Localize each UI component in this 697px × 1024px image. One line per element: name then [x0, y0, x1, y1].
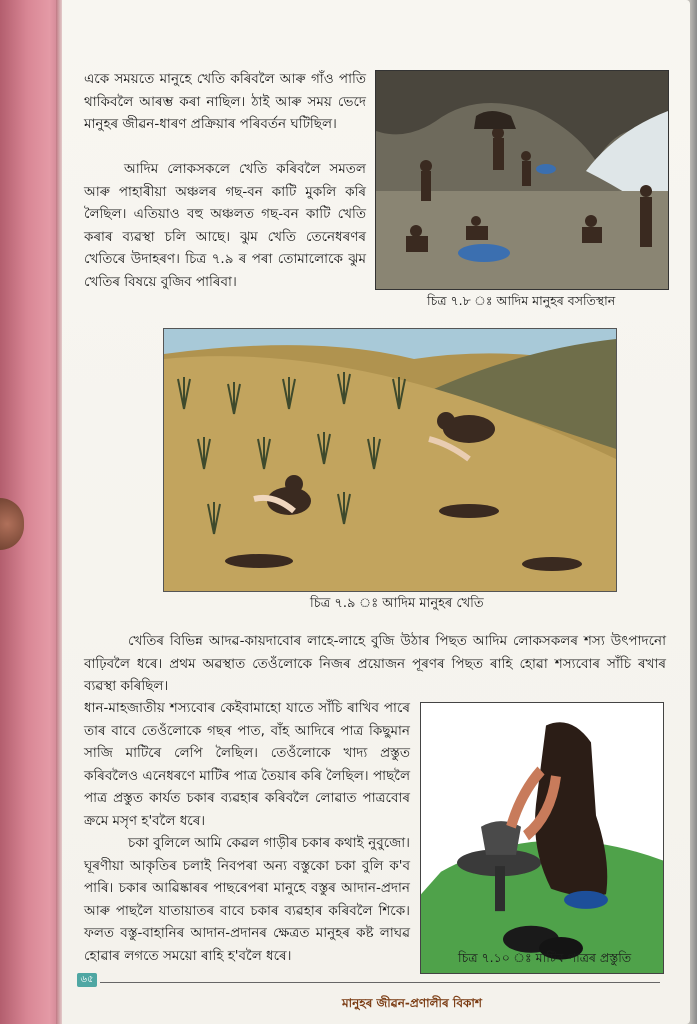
running-head: মানুহৰ জীৱন-প্ৰণালীৰ বিকাশ [342, 996, 482, 1010]
footer-rule [100, 982, 660, 983]
figure-primitive-farming [163, 328, 617, 592]
figure-primitive-settlement [375, 70, 669, 290]
storage-paragraph-continued: ধান-মাহজাতীয় শস্যবোৰ কেইবামাহো যাতে সাঁচি ৰাখিব পাৰে তাৰ বাবে তেওঁলোকে গছৰ পাত, বাঁহ আদিৰে পাত্ৰ কিছুমান সাজি মাটিৰে লেপি লৈছিল। তেওঁলোকে খাদ্য প্ৰস্তুত কৰিবলৈও এনেধৰণে মাটিৰ পাত্ৰ তৈয়াৰ কৰি লৈছিল। পাছলৈ পাত্ৰ প্ৰস্তুত কাৰ্যত চকাৰ ব্যৱহাৰ কৰিবলৈ লোৱাত পাত্ৰবোৰ ক্ৰমে মসৃণ হ'বলৈ ধৰে। [84, 700, 410, 829]
figure-pottery-making [420, 702, 664, 974]
intro-paragraph: একে সময়তে মানুহে খেতি কৰিবলৈ আৰু গাঁও পাতি থাকিবলৈ আৰম্ভ কৰা নাছিল। ঠাই আৰু সময় ভেদে মানুহৰ জীৱন-ধাৰণ প্ৰক্ৰিয়াৰ পৰিবৰ্তন ঘটিছিল। [84, 71, 366, 132]
figure-7-8-caption: চিত্ৰ ৭.৮ ঃ আদিম মানুহৰ বসতিস্থান [427, 293, 616, 308]
farming-paragraph: আদিম লোকসকলে খেতি কৰিবলৈ সমতল আৰু পাহাৰীয়া অঞ্চলৰ গছ-বন কাটি মুকলি কৰি লৈছিল। এতিয়াও বহু অঞ্চলত গছ-বন কাটি খেতি কৰাৰ ব্যৱস্থা চলি আছে। ঝুম খেতি তেনেধৰণৰ খেতিৰে উদাহৰণ। চিত্ৰ ৭.৯ ৰ পৰা তোমালোকে ঝুম খেতিৰ বিষয়ে বুজিব পাৰিবা। [84, 161, 366, 290]
wheel-paragraph: চকা বুলিলে আমি কেৱল গাড়ীৰ চকাৰ কথাই নুবুজো। ঘূৰণীয়া আকৃতিৰ চলাই নিবপৰা অন্য বস্তুকো চকা বুলি ক'ব পাৰি। চকাৰ আৱিষ্কাৰৰ পাছৰেপৰা মানুহে বস্তুৰ আদান-প্ৰদান আৰু পাছলৈ যাতায়াতৰ বাবে চকাৰ ব্যৱহাৰ কৰিবলৈ শিকে। ফলত বস্তু-বাহানিৰ আদান-প্ৰদানৰ ক্ষেত্ৰত মানুহৰ কষ্ট লাঘৱ হোৱাৰ লগতে সময়ো ৰাহি হ'বলৈ ধৰে। [84, 835, 410, 964]
figure-7-10-caption: চিত্ৰ ৭.১০ ঃ মাটিৰ পাত্ৰৰ প্ৰস্তুতি [458, 950, 632, 965]
figure-7-9-caption: চিত্ৰ ৭.৯ ঃ আদিম মানুহৰ খেতি [310, 596, 484, 611]
page-number: ৬৫ [77, 973, 97, 987]
storage-paragraph: খেতিৰ বিভিন্ন আদৱ-কায়দাবোৰ লাহে-লাহে বুজি উঠাৰ পিছত আদিম লোকসকলৰ শস্য উৎপাদনো বাঢ়িবলৈ ধৰে। প্ৰথম অৱস্থাত তেওঁলোকে নিজৰ প্ৰয়োজন পূৰণৰ পিছত ৰাহি হোৱা শস্যবোৰ সাঁচি ৰখাৰ ব্যৱস্থা কৰিছিল। [84, 633, 666, 694]
